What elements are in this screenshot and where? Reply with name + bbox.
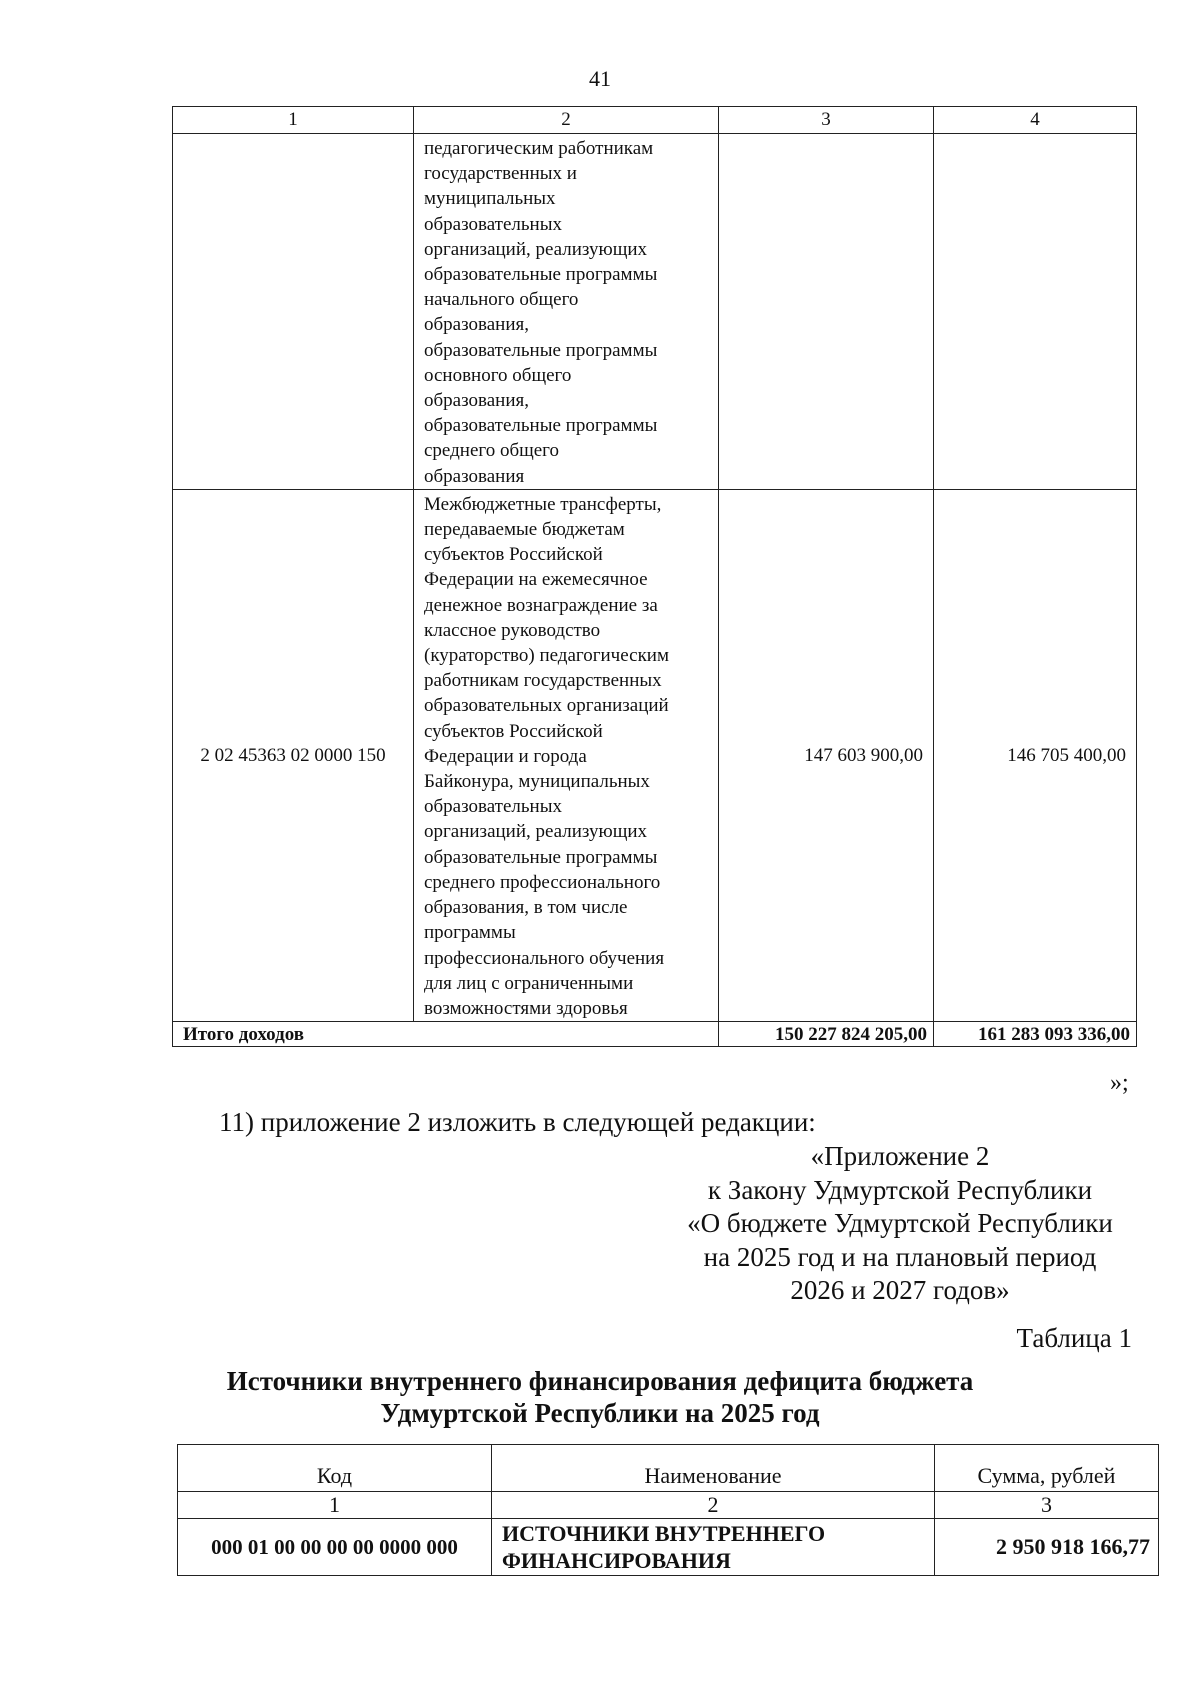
text-line: педагогическим работникам bbox=[424, 138, 654, 159]
text-line: для лиц с ограниченными bbox=[424, 972, 634, 994]
column-header-code: Код bbox=[178, 1445, 492, 1492]
text-line: Федерации на ежемесячное bbox=[424, 569, 648, 591]
row-amount-2027: 146 705 400,00 bbox=[934, 489, 1137, 1021]
heading-line: Удмуртской Республики на 2025 год bbox=[380, 1398, 820, 1428]
column-header-2: 2 bbox=[414, 107, 719, 134]
row-code: 000 01 00 00 00 00 0000 000 bbox=[178, 1519, 492, 1576]
row-amount-2026: 147 603 900,00 bbox=[719, 489, 934, 1021]
continued-row-amount-2027 bbox=[934, 134, 1137, 490]
text-line: образовательные программы bbox=[424, 846, 658, 868]
financing-table-header bbox=[178, 1445, 1159, 1492]
continued-row-code bbox=[173, 134, 414, 490]
text-line: возможностями здоровья bbox=[424, 997, 628, 1019]
table-row bbox=[178, 1519, 1159, 1576]
text-line: Байконура, муниципальных bbox=[424, 771, 650, 793]
text-line: основного общего bbox=[424, 364, 572, 386]
financing-sources-table bbox=[177, 1444, 1159, 1576]
revenue-table bbox=[172, 106, 1137, 1047]
appendix-line: «Приложение 2 bbox=[810, 1141, 990, 1171]
column-number-1: 1 bbox=[178, 1492, 492, 1519]
text-line: профессионального обучения bbox=[424, 947, 665, 969]
text-line: государственных и bbox=[424, 163, 577, 185]
column-number-3: 3 bbox=[935, 1492, 1159, 1519]
text-line: муниципальных bbox=[424, 188, 556, 210]
text-line: образовательных организаций bbox=[424, 695, 669, 717]
text-line: образования, bbox=[424, 314, 529, 336]
text-line: организаций, реализующих bbox=[424, 238, 648, 260]
row-name bbox=[414, 489, 719, 1021]
text-line: работникам государственных bbox=[424, 670, 662, 692]
text-line: образования bbox=[424, 465, 525, 487]
text-line: среднего профессионального bbox=[424, 871, 661, 893]
table-heading bbox=[0, 1365, 1200, 1429]
text-line: (кураторство) педагогическим bbox=[424, 645, 669, 667]
text-line: среднего общего bbox=[424, 440, 560, 462]
heading-line: Источники внутреннего финансирования дефицита бюджета bbox=[226, 1366, 974, 1396]
text-line: начального общего bbox=[424, 289, 579, 311]
closing-quote: »; bbox=[1110, 1070, 1129, 1096]
continued-row-name bbox=[414, 134, 719, 490]
total-amount-2026: 150 227 824 205,00 bbox=[719, 1022, 934, 1047]
text-line: образовательные программы bbox=[424, 264, 658, 286]
text-line: ИСТОЧНИКИ ВНУТРЕННЕГО bbox=[502, 1521, 826, 1546]
revenue-table-header bbox=[173, 107, 1137, 134]
text-line: субъектов Российской bbox=[424, 544, 603, 566]
amendment-paragraph: 11) приложение 2 изложить в следующей редакции: bbox=[219, 1107, 816, 1137]
column-header-name: Наименование bbox=[492, 1445, 935, 1492]
column-number-row bbox=[178, 1492, 1159, 1519]
continued-row-amount-2026 bbox=[719, 134, 934, 490]
text-line: программы bbox=[424, 922, 516, 944]
total-row bbox=[173, 1022, 1137, 1047]
appendix-line: «О бюджете Удмуртской Республики bbox=[687, 1208, 1113, 1238]
text-line: субъектов Российской bbox=[424, 720, 603, 742]
text-line: организаций, реализующих bbox=[424, 821, 648, 843]
text-line: образовательных bbox=[424, 213, 562, 235]
appendix-caption bbox=[640, 1140, 1160, 1308]
table-label: Таблица 1 bbox=[1016, 1323, 1132, 1353]
row-code: 2 02 45363 02 0000 150 bbox=[173, 489, 414, 1021]
text-line: передаваемые бюджетам bbox=[424, 519, 625, 541]
text-line: образования, в том числе bbox=[424, 897, 628, 919]
text-line: Межбюджетные трансферты, bbox=[424, 493, 662, 515]
row-name bbox=[492, 1519, 935, 1576]
appendix-line: 2026 и 2027 годов» bbox=[790, 1275, 1010, 1305]
text-line: классное руководство bbox=[424, 619, 601, 641]
text-line: образования, bbox=[424, 390, 529, 412]
total-amount-2027: 161 283 093 336,00 bbox=[934, 1022, 1137, 1047]
column-header-1: 1 bbox=[173, 107, 414, 134]
column-header-sum: Сумма, рублей bbox=[935, 1445, 1159, 1492]
page-number: 41 bbox=[589, 66, 611, 91]
appendix-line: к Закону Удмуртской Республики bbox=[707, 1174, 1093, 1205]
text-line: денежное вознаграждение за bbox=[424, 594, 658, 616]
column-number-2: 2 bbox=[492, 1492, 935, 1519]
text-line: ФИНАНСИРОВАНИЯ bbox=[502, 1548, 731, 1573]
continued-row bbox=[173, 134, 1137, 490]
appendix-line: на 2025 год и на плановый период bbox=[703, 1241, 1097, 1272]
table-row bbox=[173, 489, 1137, 1021]
text-line: образовательных bbox=[424, 796, 562, 818]
text-line: Федерации и города bbox=[424, 745, 587, 767]
text-line: образовательные программы bbox=[424, 415, 658, 437]
row-amount: 2 950 918 166,77 bbox=[935, 1519, 1159, 1576]
text-line: образовательные программы bbox=[424, 339, 658, 361]
total-label: Итого доходов bbox=[173, 1022, 719, 1047]
column-header-4: 4 bbox=[934, 107, 1137, 134]
column-header-3: 3 bbox=[719, 107, 934, 134]
